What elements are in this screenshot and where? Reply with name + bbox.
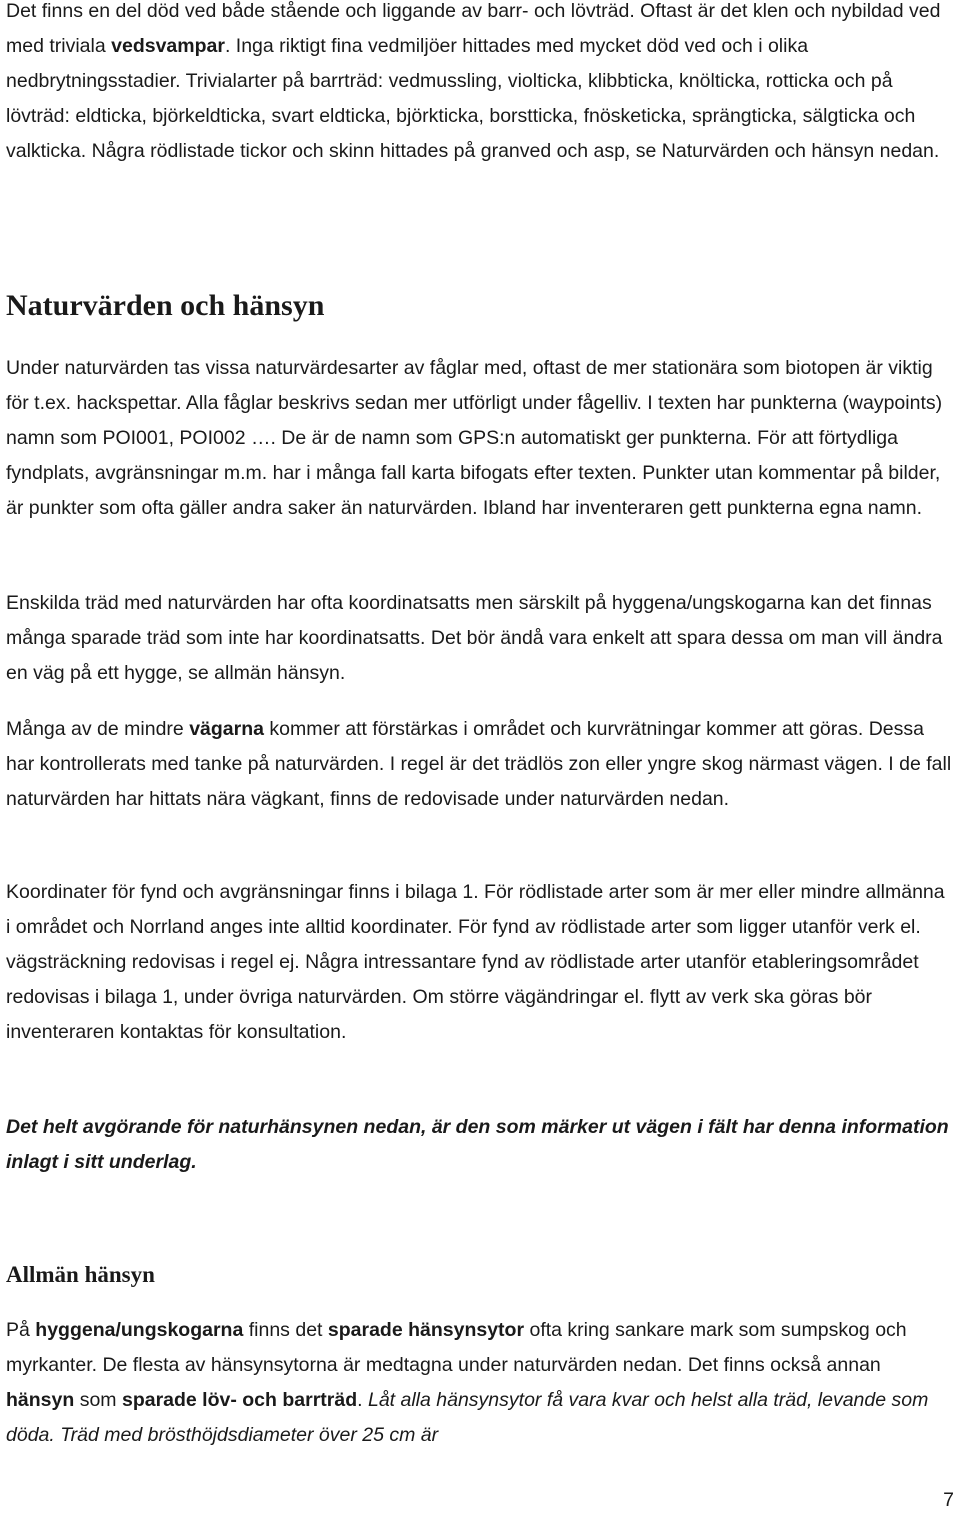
text-run: Många av de mindre bbox=[6, 718, 190, 740]
page-number: 7 bbox=[943, 1489, 954, 1511]
text-run: Det finns en del död ved både stående och liggande av barr- och lövträd. Oftast är det klen och nybildad ved med triviala bbox=[6, 0, 941, 57]
bold-term-sparade-trad: sparade löv- och barrträd bbox=[121, 1389, 358, 1411]
text-run: På bbox=[6, 1319, 36, 1341]
bold-term-hyggena: hyggena/ungskogarna bbox=[35, 1319, 244, 1341]
paragraph-emphasis-note: Det helt avgörande för naturhänsynen nedan, är den som märker ut vägen i fält har denna information inlagt i sitt underlag. bbox=[6, 1116, 949, 1173]
heading-naturvarden: Naturvärden och hänsyn bbox=[6, 289, 325, 322]
paragraph-dead-wood bbox=[6, 0, 954, 169]
text-run: som bbox=[74, 1389, 122, 1411]
paragraph-allman-hansyn bbox=[6, 1313, 954, 1453]
bold-term-hansyn: hänsyn bbox=[6, 1389, 75, 1411]
text-run: finns det bbox=[243, 1319, 328, 1341]
text-run: kommer att förstärkas i området och kurvrätningar kommer att göras. Dessa har kontrollerats med tanke på naturvärden. I regel är det trädlös zon eller yngre skog närmast vägen. I de fall naturvärden har hittats nära vägkant, finns de redovisade under naturvärden nedan. bbox=[6, 718, 952, 810]
paragraph-naturvarden-intro: Under naturvärden tas vissa naturvärdesarter av fåglar med, oftast de mer stationära som biotopen är viktig för t.ex. hackspettar. Alla fåglar beskrivs sedan mer utförligt under fågelliv. I texten har punkterna (waypoints) namn som POI001, POI002 …. De är de namn som GPS:n automatiskt ger punkterna. För att förtydliga fyndplats, avgränsningar m.m. har i många fall karta bifogats efter texten. Punkter utan kommentar på bilder, är punkter som ofta gäller andra saker än naturvärden. Ibland har inventeraren gett punkterna egna namn. bbox=[6, 357, 943, 519]
text-run: . bbox=[357, 1389, 368, 1411]
bold-term-vagarna: vägarna bbox=[189, 718, 264, 740]
text-run: ofta kring sankare mark som sumpskog och myrkanter. De flesta av hänsynsytorna är medtagna under naturvärden nedan. Det finns också annan bbox=[6, 1319, 907, 1376]
paragraph-individual-trees: Enskilda träd med naturvärden har ofta koordinatsatts men särskilt på hyggena/ungskogarna kan det finnas många sparade träd som inte har koordinatsatts. Det bör ändå vara enkelt att spara dessa om man vill ändra en väg på ett hygge, se allmän hänsyn. bbox=[6, 592, 943, 684]
paragraph-roads bbox=[6, 712, 954, 817]
text-run: . Inga riktigt fina vedmiljöer hittades med mycket död ved och i olika nedbrytningsstadier. Trivialarter på barrträd: vedmussling, violticka, klibbticka, knölticka, rotticka och på lövträd: eldticka, björkeldticka, svart eldticka, björkticka, borstticka, fnösketicka, sprängticka, sälgticka och valkticka. Några rödlistade tickor och skinn hittades på granved och asp, se Naturvärden och hänsyn nedan. bbox=[6, 35, 940, 162]
bold-term-hansynsytor: sparade hänsynsytor bbox=[327, 1319, 525, 1341]
bold-term-vedsvampar: vedsvampar bbox=[111, 35, 225, 57]
italic-recommendation: Låt alla hänsynsytor få vara kvar och helst alla träd, levande som döda. Träd med brösthöjdsdiameter över 25 cm är bbox=[6, 1389, 929, 1446]
paragraph-coordinates: Koordinater för fynd och avgränsningar finns i bilaga 1. För rödlistade arter som är mer eller mindre allmänna i området och Norrland anges inte alltid koordinater. För fynd av rödlistade arter som ligger utanför verk el. vägsträckning redovisas i regel ej. Några intressantare fynd av rödlistade arter utanför etableringsområdet redovisas i bilaga 1, under övriga naturvärden. Om större vägändringar el. flytt av verk ska göras bör inventeraren kontaktas för konsultation. bbox=[6, 881, 945, 1043]
heading-allman-hansyn: Allmän hänsyn bbox=[6, 1262, 155, 1287]
